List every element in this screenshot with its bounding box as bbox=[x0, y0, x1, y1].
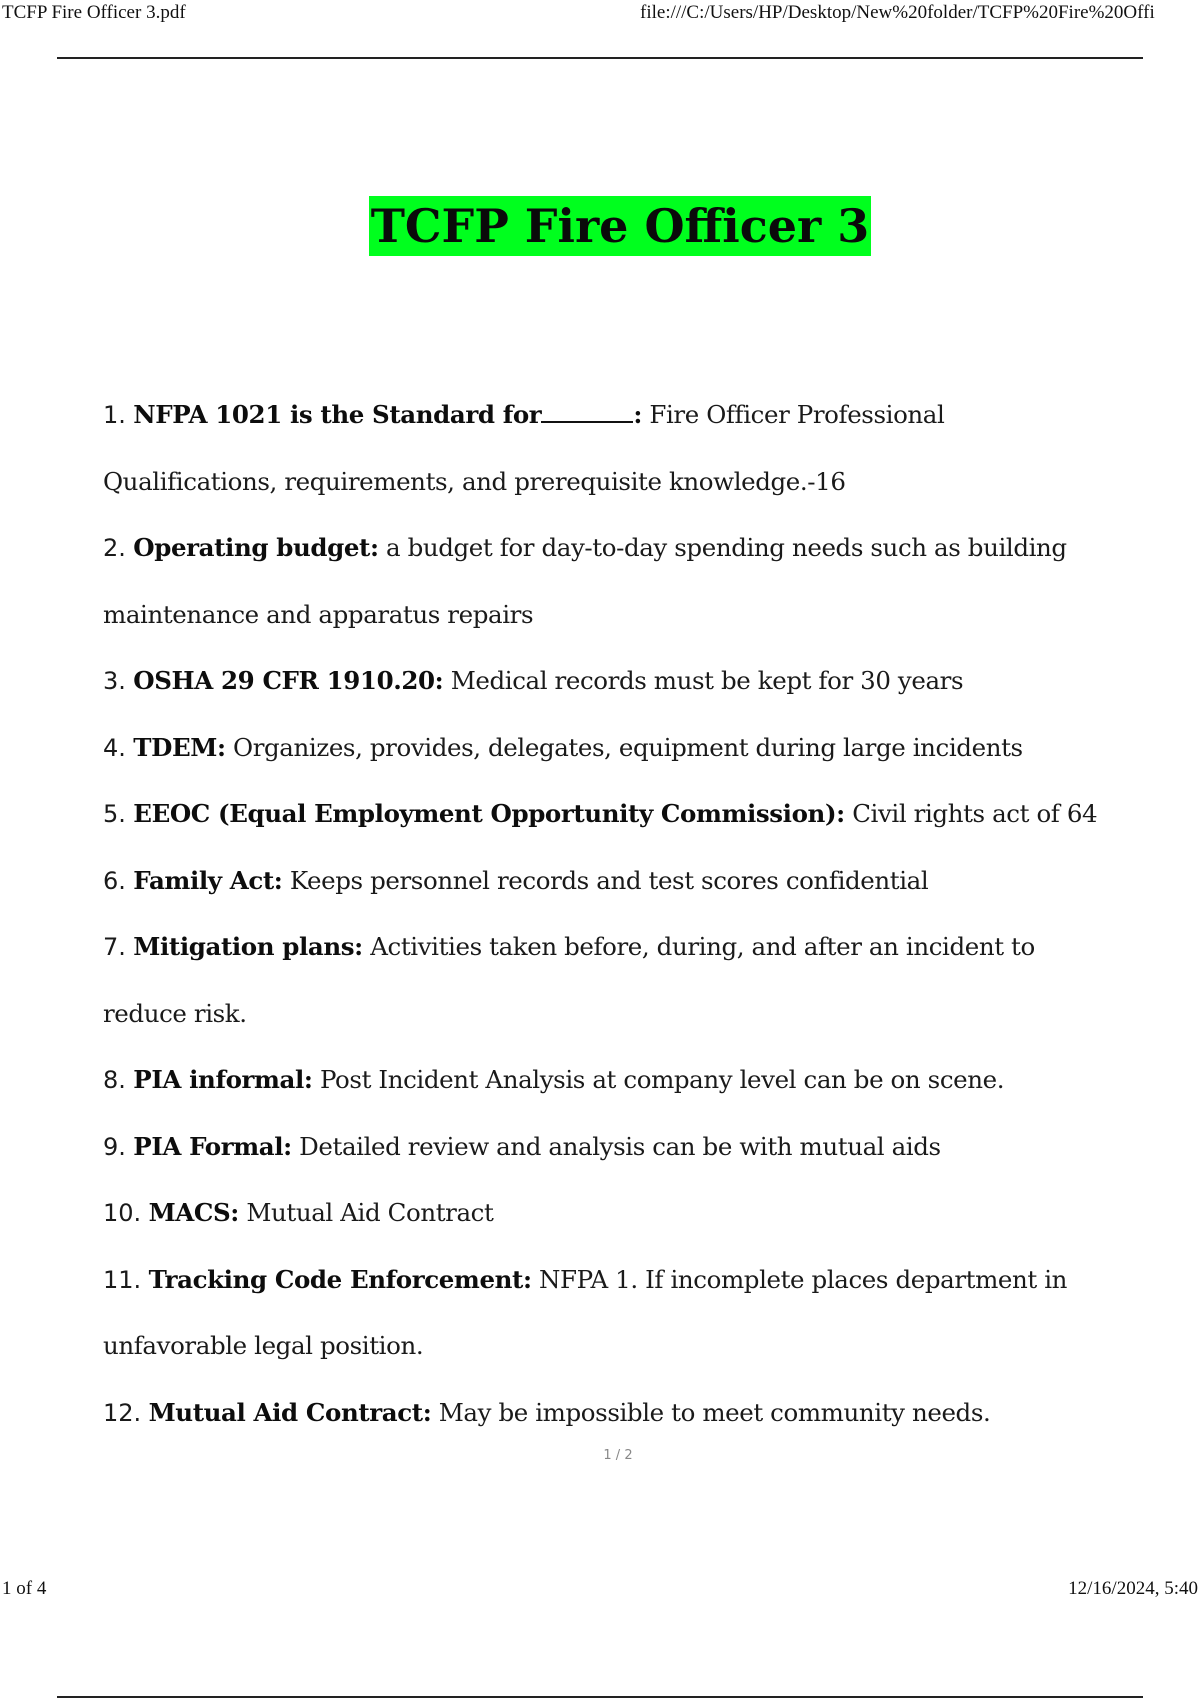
item-term: MACS: bbox=[148, 1198, 239, 1227]
item-term: OSHA 29 CFR 1910.20: bbox=[133, 666, 444, 695]
item-number: 10. bbox=[103, 1199, 142, 1227]
fill-in-blank bbox=[541, 399, 633, 423]
item-term: Mitigation plans: bbox=[133, 932, 363, 961]
item-number: 5. bbox=[103, 800, 126, 828]
list-item bbox=[103, 1380, 1113, 1447]
item-number: 12. bbox=[103, 1398, 142, 1427]
item-number: 3. bbox=[103, 667, 126, 695]
item-term: TDEM: bbox=[133, 732, 226, 762]
list-item bbox=[103, 648, 1113, 715]
item-term: Operating budget: bbox=[133, 533, 379, 562]
list-item bbox=[103, 781, 1113, 848]
item-term: EEOC (Equal Employment Opportunity Commission): bbox=[133, 799, 845, 828]
list-item bbox=[103, 914, 1113, 1047]
item-term: Tracking Code Enforcement: bbox=[148, 1264, 532, 1294]
item-separator: : bbox=[633, 400, 642, 429]
item-term: Mutual Aid Contract: bbox=[148, 1397, 432, 1427]
item-number: 2. bbox=[103, 534, 126, 562]
definition-list bbox=[103, 382, 1113, 1446]
header-divider bbox=[57, 57, 1143, 59]
print-header-filename: TCFP Fire Officer 3.pdf bbox=[2, 2, 186, 23]
list-item bbox=[103, 848, 1113, 915]
item-definition: Fire Officer Professional Qualifications, requirements, and prerequisite knowledge.-16 bbox=[103, 400, 945, 496]
list-item bbox=[103, 1247, 1113, 1380]
list-item bbox=[103, 1180, 1113, 1247]
item-definition: a budget for day-to-day spending needs such as building maintenance and apparatus repairs bbox=[103, 533, 1067, 629]
item-definition: Post Incident Analysis at company level can be on scene. bbox=[319, 1065, 1005, 1094]
item-number: 11. bbox=[103, 1265, 142, 1294]
item-term: Family Act: bbox=[133, 865, 283, 895]
print-footer-page: 1 of 4 bbox=[2, 1578, 47, 1599]
item-term: NFPA 1021 is the Standard for bbox=[133, 400, 542, 429]
title-container bbox=[0, 196, 1200, 256]
item-number: 8. bbox=[103, 1066, 126, 1094]
item-number: 4. bbox=[103, 733, 126, 762]
item-definition: Civil rights act of 64 bbox=[852, 799, 1098, 828]
item-definition: Medical records must be kept for 30 years bbox=[450, 666, 964, 695]
item-definition: Activities taken before, during, and after an incident to reduce risk. bbox=[103, 932, 1035, 1028]
list-item bbox=[103, 515, 1113, 648]
list-item bbox=[103, 382, 1113, 515]
item-number: 1. bbox=[103, 401, 126, 429]
item-term: PIA informal: bbox=[133, 1065, 313, 1094]
print-footer-datetime: 12/16/2024, 5:40 bbox=[1068, 1578, 1198, 1599]
item-number: 6. bbox=[103, 866, 126, 895]
footer-divider bbox=[57, 1696, 1143, 1698]
item-number: 9. bbox=[103, 1132, 126, 1161]
item-number: 7. bbox=[103, 933, 126, 961]
list-item bbox=[103, 1047, 1113, 1114]
item-definition: Detailed review and analysis can be with mutual aids bbox=[299, 1131, 941, 1161]
item-definition: Keeps personnel records and test scores confidential bbox=[289, 865, 929, 895]
page-indicator: 1 / 2 bbox=[603, 1448, 633, 1463]
print-header-url: file:///C:/Users/HP/Desktop/New%20folder/TCFP%20Fire%20Offi bbox=[640, 2, 1155, 23]
item-term: PIA Formal: bbox=[133, 1131, 292, 1161]
item-definition: Organizes, provides, delegates, equipment during large incidents bbox=[233, 732, 1023, 762]
list-item bbox=[103, 715, 1113, 782]
item-definition: May be impossible to meet community needs. bbox=[438, 1397, 991, 1427]
item-definition: NFPA 1. If incomplete places department in unfavorable legal position. bbox=[103, 1264, 1068, 1360]
item-definition: Mutual Aid Contract bbox=[246, 1198, 494, 1227]
list-item bbox=[103, 1114, 1113, 1181]
document-title: TCFP Fire Officer 3 bbox=[369, 196, 872, 256]
